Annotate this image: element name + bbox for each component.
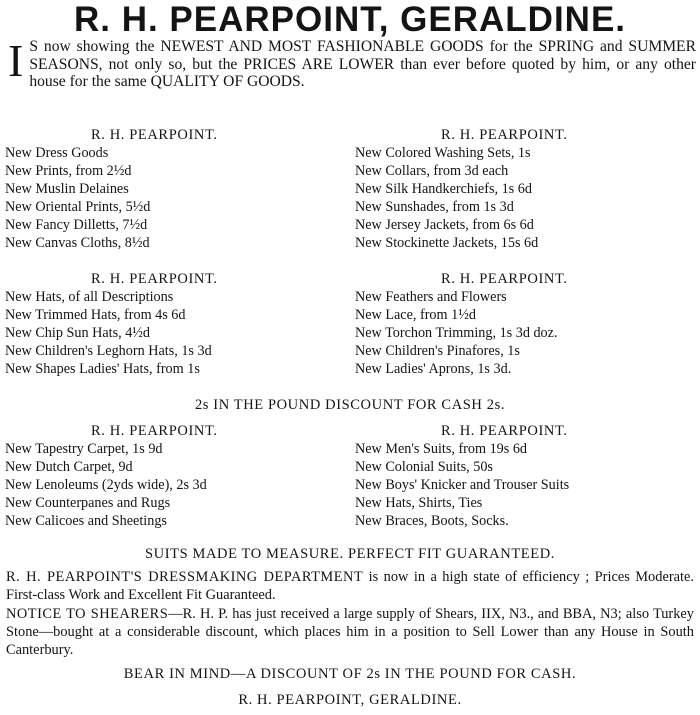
- list-item: New Shapes Ladies' Hats, from 1s: [5, 361, 200, 377]
- list-item: New Fancy Dilletts, 7½d: [5, 217, 148, 233]
- section-heading: R. H. PEARPOINT.: [441, 127, 568, 143]
- section-hats: [5, 270, 345, 378]
- list-item: New Trimmed Hats, from 4s 6d: [5, 307, 186, 323]
- list-item: New Ladies' Aprons, 1s 3d.: [355, 361, 512, 377]
- section-heading: R. H. PEARPOINT.: [91, 271, 218, 287]
- list-item: New Colonial Suits, 50s: [355, 459, 493, 475]
- list-item: New Collars, from 3d each: [355, 163, 509, 179]
- bear-in-mind-line: BEAR IN MIND—A DISCOUNT OF 2s IN THE POUND FOR CASH.: [123, 666, 577, 682]
- section-washing-sets: [355, 126, 695, 252]
- list-item: New Canvas Cloths, 8½d: [5, 235, 150, 251]
- list-item: New Lace, from 1½d: [355, 307, 476, 323]
- list-item: New Men's Suits, from 19s 6d: [355, 441, 528, 457]
- list-item: New Lenoleums (2yds wide), 2s 3d: [5, 477, 207, 493]
- intro-text-3: for the SPRING and SUMMER SEASONS, not only so, but the PRICES ARE LOWER than ever before quoted by him, or any other house for the same QUALITY OF GOODS.: [29, 38, 696, 90]
- shearers-lead: NOTICE TO SHEARERS: [6, 606, 169, 622]
- section-feathers: [355, 270, 695, 378]
- list-item: New Boys' Knicker and Trouser Suits: [355, 477, 570, 493]
- section-mens-suits: [355, 422, 695, 530]
- intro-text-1: S now showing the: [29, 38, 161, 55]
- list-item: New Torchon Trimming, 1s 3d doz.: [355, 325, 558, 341]
- item-list: [5, 440, 345, 530]
- section-dress-goods: [5, 126, 345, 252]
- dressmaking-paragraph: [6, 568, 694, 604]
- list-item: New Feathers and Flowers: [355, 289, 507, 305]
- shearers-paragraph: [6, 605, 694, 659]
- item-list: [355, 144, 695, 252]
- list-item: New Chip Sun Hats, 4½d: [5, 325, 151, 341]
- list-item: New Children's Pinafores, 1s: [355, 343, 520, 359]
- section-heading: R. H. PEARPOINT.: [91, 127, 218, 143]
- item-list: [5, 144, 345, 252]
- list-item: New Hats, of all Descriptions: [5, 289, 174, 305]
- suits-line: SUITS MADE TO MEASURE. PERFECT FIT GUARANTEED.: [144, 546, 555, 562]
- discount-line: 2s IN THE POUND DISCOUNT FOR CASH 2s.: [194, 397, 506, 413]
- item-list: [355, 440, 695, 530]
- list-item: New Colored Washing Sets, 1s: [355, 145, 531, 161]
- list-item: New Calicoes and Sheetings: [5, 513, 167, 529]
- section-heading: R. H. PEARPOINT.: [441, 271, 568, 287]
- ad-title: R. H. PEARPOINT, GERALDINE.: [73, 0, 627, 39]
- drop-cap: I: [8, 35, 24, 86]
- list-item: New Stockinette Jackets, 15s 6d: [355, 235, 539, 251]
- list-item: New Braces, Boots, Socks.: [355, 513, 509, 529]
- section-heading: R. H. PEARPOINT.: [441, 423, 568, 439]
- list-item: New Jersey Jackets, from 6s 6d: [355, 217, 534, 233]
- item-list: [5, 288, 345, 378]
- list-item: New Muslin Delaines: [5, 181, 129, 197]
- dressmaking-text: is now in a high state of efficiency ; Prices Moderate. First-class Work and Excellent Fit Guaranteed.: [6, 569, 694, 603]
- section-heading: R. H. PEARPOINT.: [91, 423, 218, 439]
- list-item: New Oriental Prints, 5½d: [5, 199, 151, 215]
- list-item: New Prints, from 2½d: [5, 163, 132, 179]
- list-item: New Counterpanes and Rugs: [5, 495, 171, 511]
- footer-line: R. H. PEARPOINT, GERALDINE.: [238, 692, 462, 708]
- dressmaking-lead: R. H. PEARPOINT'S DRESSMAKING DEPARTMENT: [6, 569, 364, 585]
- list-item: New Tapestry Carpet, 1s 9d: [5, 441, 163, 457]
- list-item: New Sunshades, from 1s 3d: [355, 199, 514, 215]
- section-carpets: [5, 422, 345, 530]
- list-item: New Silk Handkerchiefs, 1s 6d: [355, 181, 532, 197]
- shearers-text: —R. H. P. has just received a large supply of Shears, IIX, N3., and BBA, N3; also Turkey Stone—bought at a considerable discount, which places him in a position to Sell Lower than any House in South Canterbury.: [6, 606, 694, 658]
- item-list: [355, 288, 695, 378]
- list-item: New Dutch Carpet, 9d: [5, 459, 133, 475]
- list-item: New Hats, Shirts, Ties: [355, 495, 483, 511]
- list-item: New Dress Goods: [5, 145, 109, 161]
- list-item: New Children's Leghorn Hats, 1s 3d: [5, 343, 212, 359]
- intro-text-2: NEWEST AND MOST FASHIONABLE GOODS: [160, 38, 484, 55]
- intro-paragraph: [6, 35, 696, 122]
